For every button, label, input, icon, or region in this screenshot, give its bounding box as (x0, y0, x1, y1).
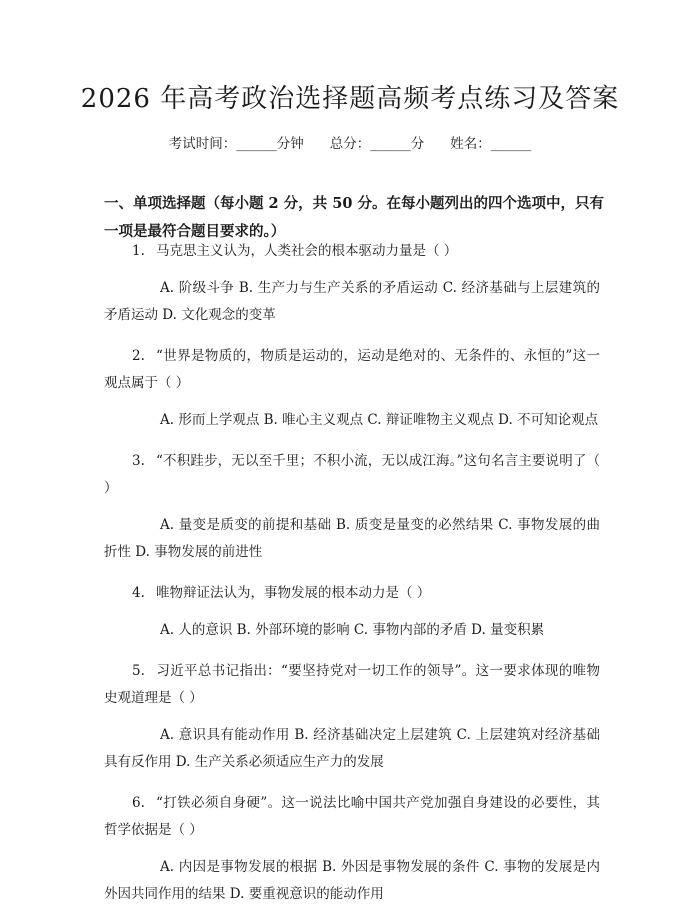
question-stem (104, 658, 600, 712)
question-text: 唯物辩证法认为，事物发展的根本动力是（ ） (156, 585, 431, 601)
question-item (104, 658, 600, 776)
question-stem (104, 343, 600, 397)
page-title: 2026 年高考政治选择题高频考点练习及答案 (80, 84, 620, 114)
question-options: A. 内因是事物发展的根据 B. 外因是事物发展的条件 C. 事物的发展是内外因共同作用的结果 D. 要重视意识的能动作用 (104, 859, 600, 902)
question-item (104, 790, 600, 908)
question-text: “世界是物质的，物质是运动的，运动是绝对的、无条件的、永恒的”这一观点属于（ ） (104, 348, 600, 391)
student-name-field: 姓名：______ (450, 136, 532, 152)
question-text: “不积跬步，无以至千里；不积小流，无以成江海。”这句名言主要说明了（ ） (104, 453, 600, 496)
question-number: 6. (132, 795, 145, 811)
question-stem (104, 790, 600, 844)
question-options: A. 人的意识 B. 外部环境的影响 C. 事物内部的矛盾 D. 量变积累 (160, 622, 545, 638)
question-options: A. 量变是质变的前提和基础 B. 质变是量变的必然结果 C. 事物发展的曲折性 D. 事物发展的前进性 (104, 517, 600, 560)
question-number: 4. (132, 585, 145, 601)
question-number: 2. (132, 348, 145, 364)
question-text: 马克思主义认为，人类社会的根本驱动力量是（ ） (156, 243, 458, 259)
question-text: “打铁必须自身硬”。这一说法比喻中国共产党加强自身建设的必要性，其哲学依据是（ ） (104, 795, 600, 838)
question-list (104, 238, 600, 922)
section-heading: 一、单项选择题（每小题 2 分，共 50 分。在每小题列出的四个选项中，只有一项是最符合题目要求的。） (104, 195, 604, 240)
question-item (104, 343, 600, 434)
total-score-field: 总分：______分 (329, 136, 425, 152)
question-number: 1. (132, 243, 145, 259)
question-options: A. 形而上学观点 B. 唯心主义观点 C. 辩证唯物主义观点 D. 不可知论观点 (160, 412, 599, 428)
exam-info-line (0, 132, 700, 152)
exam-time-field: 考试时间：______分钟 (168, 136, 304, 152)
question-item (104, 238, 600, 329)
question-options: A. 阶级斗争 B. 生产力与生产关系的矛盾运动 C. 经济基础与上层建筑的矛盾运动 D. 文化观念的变革 (104, 280, 600, 323)
question-stem (104, 580, 600, 607)
question-item (104, 580, 600, 644)
question-text: 习近平总书记指出：“要坚持党对一切工作的领导”。这一要求体现的唯物史观道理是（ ） (104, 663, 600, 706)
question-stem (104, 448, 600, 502)
question-options: A. 意识具有能动作用 B. 经济基础决定上层建筑 C. 上层建筑对经济基础具有反作用 D. 生产关系必须适应生产力的发展 (104, 727, 600, 770)
question-item (104, 448, 600, 566)
question-number: 5. (132, 663, 145, 679)
question-stem (104, 238, 600, 265)
question-number: 3. (132, 453, 145, 469)
